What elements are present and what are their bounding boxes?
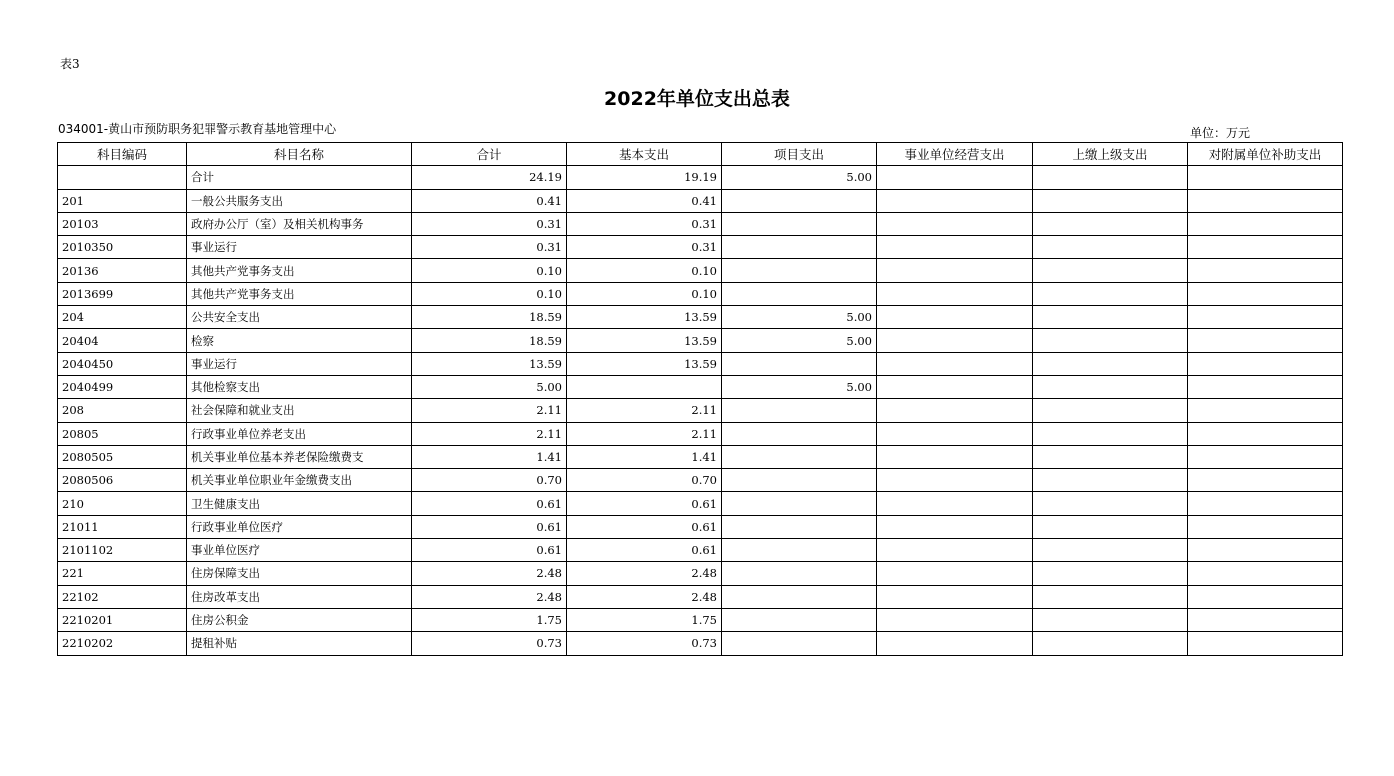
cell-upper [1033, 422, 1188, 445]
cell-upper [1033, 259, 1188, 282]
cell-code: 2040450 [58, 352, 187, 375]
cell-code: 20136 [58, 259, 187, 282]
cell-upper [1033, 515, 1188, 538]
cell-total: 0.10 [412, 282, 567, 305]
cell-code: 20805 [58, 422, 187, 445]
header-basic: 基本支出 [567, 143, 722, 166]
cell-basic: 0.31 [567, 236, 722, 259]
header-business: 事业单位经营支出 [877, 143, 1033, 166]
cell-project: 5.00 [722, 306, 877, 329]
cell-project [722, 399, 877, 422]
cell-code: 2210201 [58, 608, 187, 631]
table-row [58, 399, 1343, 422]
cell-name: 住房保障支出 [187, 562, 412, 585]
table-row [58, 375, 1343, 398]
cell-subsidy [1188, 375, 1343, 398]
cell-business [877, 608, 1033, 631]
cell-subsidy [1188, 539, 1343, 562]
table-row [58, 329, 1343, 352]
cell-upper [1033, 469, 1188, 492]
cell-name: 事业单位医疗 [187, 539, 412, 562]
table-row [58, 212, 1343, 235]
table-row [58, 562, 1343, 585]
cell-name: 政府办公厅（室）及相关机构事务 [187, 212, 412, 235]
cell-basic: 2.48 [567, 562, 722, 585]
cell-name: 其他共产党事务支出 [187, 282, 412, 305]
cell-subsidy [1188, 399, 1343, 422]
cell-business [877, 282, 1033, 305]
header-total: 合计 [412, 143, 567, 166]
cell-upper [1033, 399, 1188, 422]
cell-total: 2.48 [412, 562, 567, 585]
cell-code: 204 [58, 306, 187, 329]
cell-code: 2010350 [58, 236, 187, 259]
cell-total: 0.41 [412, 189, 567, 212]
cell-subsidy [1188, 282, 1343, 305]
cell-business [877, 562, 1033, 585]
cell-basic: 13.59 [567, 329, 722, 352]
table-row [58, 236, 1343, 259]
cell-basic: 2.11 [567, 399, 722, 422]
cell-total: 13.59 [412, 352, 567, 375]
cell-code [58, 166, 187, 189]
cell-business [877, 422, 1033, 445]
cell-basic: 0.70 [567, 469, 722, 492]
cell-name: 公共安全支出 [187, 306, 412, 329]
cell-project [722, 212, 877, 235]
cell-business [877, 375, 1033, 398]
cell-basic: 13.59 [567, 306, 722, 329]
cell-subsidy [1188, 329, 1343, 352]
cell-name: 住房改革支出 [187, 585, 412, 608]
cell-business [877, 515, 1033, 538]
cell-code: 21011 [58, 515, 187, 538]
cell-project [722, 352, 877, 375]
table-row [58, 422, 1343, 445]
table-row [58, 445, 1343, 468]
cell-name: 检察 [187, 329, 412, 352]
cell-subsidy [1188, 189, 1343, 212]
cell-subsidy [1188, 236, 1343, 259]
cell-subsidy [1188, 585, 1343, 608]
cell-subsidy [1188, 352, 1343, 375]
cell-business [877, 399, 1033, 422]
cell-project [722, 445, 877, 468]
cell-business [877, 189, 1033, 212]
cell-basic: 2.11 [567, 422, 722, 445]
cell-code: 221 [58, 562, 187, 585]
table-row [58, 585, 1343, 608]
cell-total: 0.31 [412, 236, 567, 259]
cell-subsidy [1188, 259, 1343, 282]
cell-business [877, 445, 1033, 468]
cell-project [722, 585, 877, 608]
cell-code: 2080505 [58, 445, 187, 468]
cell-total: 1.41 [412, 445, 567, 468]
cell-name: 住房公积金 [187, 608, 412, 631]
cell-basic: 0.10 [567, 282, 722, 305]
cell-code: 2080506 [58, 469, 187, 492]
cell-business [877, 329, 1033, 352]
sheet-label: 表3 [60, 57, 80, 71]
cell-upper [1033, 212, 1188, 235]
cell-basic: 0.73 [567, 632, 722, 655]
cell-business [877, 259, 1033, 282]
cell-business [877, 236, 1033, 259]
cell-name: 事业运行 [187, 236, 412, 259]
cell-subsidy [1188, 608, 1343, 631]
cell-code: 2101102 [58, 539, 187, 562]
header-project: 项目支出 [722, 143, 877, 166]
cell-project [722, 189, 877, 212]
expenditure-table [57, 142, 1343, 656]
cell-basic: 1.41 [567, 445, 722, 468]
cell-basic: 0.61 [567, 515, 722, 538]
cell-name: 其他检察支出 [187, 375, 412, 398]
cell-project [722, 608, 877, 631]
cell-code: 2013699 [58, 282, 187, 305]
cell-subsidy [1188, 166, 1343, 189]
cell-basic: 0.61 [567, 492, 722, 515]
cell-upper [1033, 189, 1188, 212]
cell-code: 20103 [58, 212, 187, 235]
cell-name: 其他共产党事务支出 [187, 259, 412, 282]
cell-business [877, 306, 1033, 329]
cell-project: 5.00 [722, 166, 877, 189]
cell-upper [1033, 329, 1188, 352]
cell-code: 210 [58, 492, 187, 515]
cell-name: 行政事业单位医疗 [187, 515, 412, 538]
cell-upper [1033, 306, 1188, 329]
cell-subsidy [1188, 632, 1343, 655]
cell-business [877, 539, 1033, 562]
cell-project [722, 515, 877, 538]
cell-total: 0.10 [412, 259, 567, 282]
cell-business [877, 632, 1033, 655]
cell-basic: 0.41 [567, 189, 722, 212]
header-name: 科目名称 [187, 143, 412, 166]
page-title: 2022年单位支出总表 [604, 88, 790, 110]
table-row [58, 259, 1343, 282]
cell-total: 2.11 [412, 422, 567, 445]
cell-basic: 0.10 [567, 259, 722, 282]
cell-upper [1033, 608, 1188, 631]
cell-name: 机关事业单位基本养老保险缴费支 [187, 445, 412, 468]
cell-basic: 0.31 [567, 212, 722, 235]
cell-business [877, 166, 1033, 189]
cell-name: 社会保障和就业支出 [187, 399, 412, 422]
table-row [58, 469, 1343, 492]
cell-name: 合计 [187, 166, 412, 189]
cell-project [722, 632, 877, 655]
table-row [58, 166, 1343, 189]
cell-project [722, 282, 877, 305]
cell-name: 一般公共服务支出 [187, 189, 412, 212]
cell-basic: 1.75 [567, 608, 722, 631]
cell-upper [1033, 562, 1188, 585]
table-row [58, 306, 1343, 329]
cell-project [722, 422, 877, 445]
cell-subsidy [1188, 492, 1343, 515]
cell-project [722, 562, 877, 585]
cell-basic: 2.48 [567, 585, 722, 608]
cell-total: 0.70 [412, 469, 567, 492]
cell-subsidy [1188, 562, 1343, 585]
cell-business [877, 492, 1033, 515]
cell-code: 22102 [58, 585, 187, 608]
cell-total: 2.11 [412, 399, 567, 422]
cell-basic: 13.59 [567, 352, 722, 375]
cell-total: 0.31 [412, 212, 567, 235]
cell-subsidy [1188, 515, 1343, 538]
cell-upper [1033, 352, 1188, 375]
cell-project [722, 469, 877, 492]
cell-name: 行政事业单位养老支出 [187, 422, 412, 445]
cell-code: 208 [58, 399, 187, 422]
cell-business [877, 469, 1033, 492]
cell-code: 201 [58, 189, 187, 212]
table-row [58, 189, 1343, 212]
cell-subsidy [1188, 212, 1343, 235]
cell-upper [1033, 539, 1188, 562]
cell-subsidy [1188, 422, 1343, 445]
cell-name: 提租补贴 [187, 632, 412, 655]
unit-label: 单位：万元 [1190, 126, 1251, 140]
cell-name: 卫生健康支出 [187, 492, 412, 515]
cell-project [722, 539, 877, 562]
cell-upper [1033, 445, 1188, 468]
header-upper: 上缴上级支出 [1033, 143, 1188, 166]
cell-name: 机关事业单位职业年金缴费支出 [187, 469, 412, 492]
cell-code: 20404 [58, 329, 187, 352]
organization-name: 034001-黄山市预防职务犯罪警示教育基地管理中心 [58, 122, 337, 136]
table-row [58, 539, 1343, 562]
cell-upper [1033, 585, 1188, 608]
cell-subsidy [1188, 306, 1343, 329]
cell-project [722, 236, 877, 259]
table-row [58, 515, 1343, 538]
cell-business [877, 212, 1033, 235]
cell-name: 事业运行 [187, 352, 412, 375]
cell-total: 5.00 [412, 375, 567, 398]
cell-total: 0.61 [412, 515, 567, 538]
table-row [58, 632, 1343, 655]
cell-basic: 19.19 [567, 166, 722, 189]
cell-total: 24.19 [412, 166, 567, 189]
cell-business [877, 585, 1033, 608]
table-row [58, 352, 1343, 375]
cell-project [722, 492, 877, 515]
cell-code: 2040499 [58, 375, 187, 398]
table-row [58, 608, 1343, 631]
cell-total: 1.75 [412, 608, 567, 631]
cell-upper [1033, 375, 1188, 398]
header-code: 科目编码 [58, 143, 187, 166]
cell-upper [1033, 236, 1188, 259]
cell-upper [1033, 632, 1188, 655]
cell-project [722, 259, 877, 282]
cell-total: 18.59 [412, 329, 567, 352]
cell-project: 5.00 [722, 375, 877, 398]
cell-project: 5.00 [722, 329, 877, 352]
cell-upper [1033, 492, 1188, 515]
table-row [58, 282, 1343, 305]
cell-upper [1033, 282, 1188, 305]
cell-total: 0.73 [412, 632, 567, 655]
cell-upper [1033, 166, 1188, 189]
header-subsidy: 对附属单位补助支出 [1188, 143, 1343, 166]
cell-subsidy [1188, 469, 1343, 492]
cell-total: 0.61 [412, 492, 567, 515]
cell-basic [567, 375, 722, 398]
cell-subsidy [1188, 445, 1343, 468]
cell-total: 2.48 [412, 585, 567, 608]
cell-code: 2210202 [58, 632, 187, 655]
table-header-row [58, 143, 1343, 166]
cell-basic: 0.61 [567, 539, 722, 562]
cell-business [877, 352, 1033, 375]
cell-total: 18.59 [412, 306, 567, 329]
table-row [58, 492, 1343, 515]
cell-total: 0.61 [412, 539, 567, 562]
